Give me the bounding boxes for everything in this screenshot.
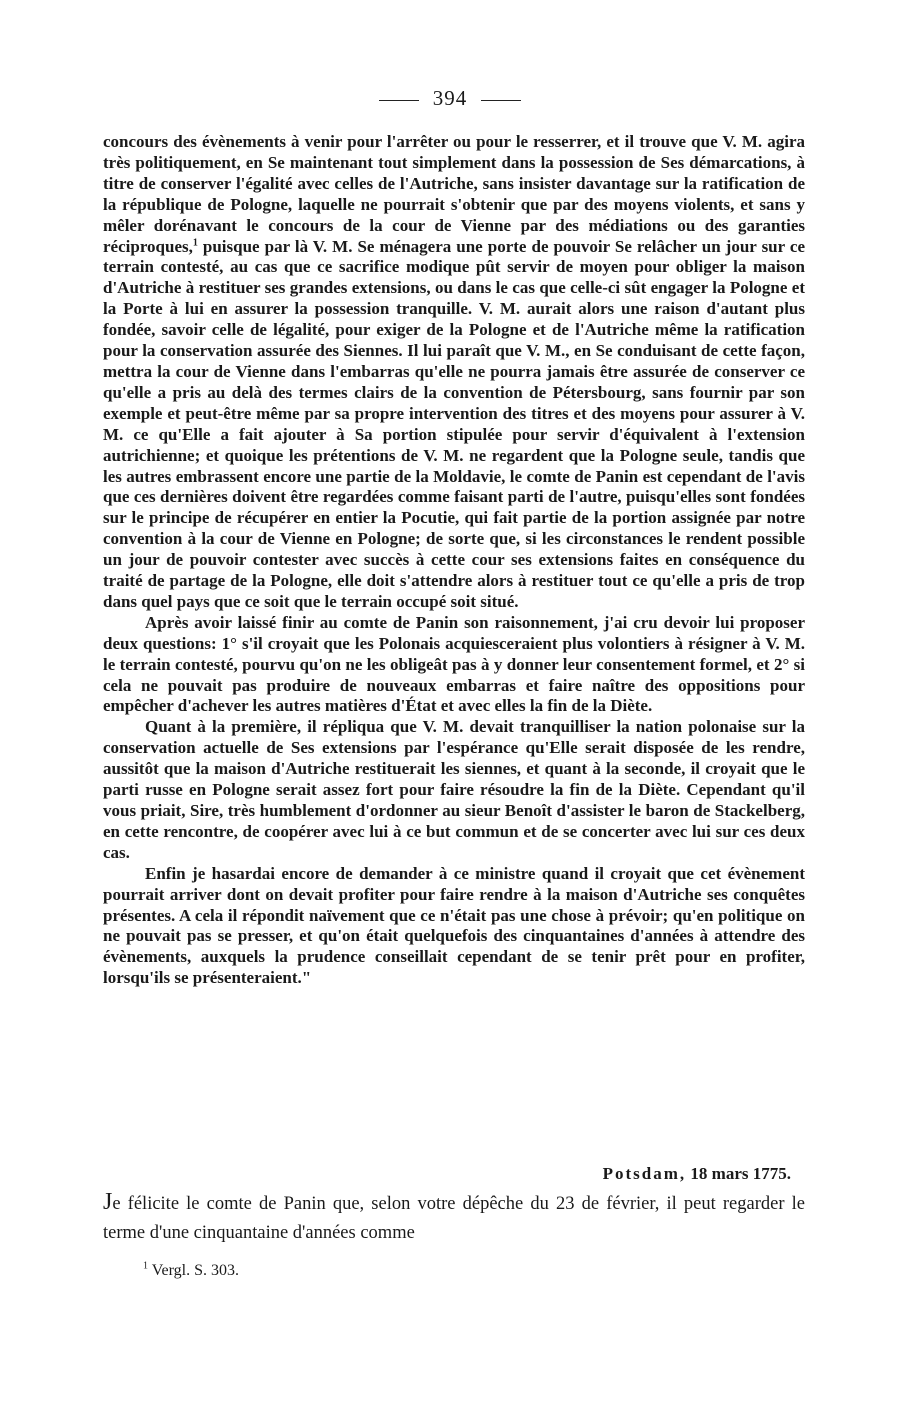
paragraph-3: Quant à la première, il répliqua que V. M. devait tranquilliser la nation polonaise sur la conservation actuelle de Ses extensions par l'espérance qu'Elle serait disposée de les rendre, aussitôt que la maison d'Autriche restituerait les siennes, et quant à la seconde, il croyait que le parti russe en Pologne serait assez fort pour faire résoudre la fin de la Diète. Cependant qu'il vous priait, Sire, très humblement d'ordonner au sieur Benoît d'assister le baron de Stackelberg, en cette rencontre, de coopérer avec lui à ce but commun et de se concerter avec lui sur ces deux cas.	[103, 717, 805, 862]
letter-opening	[103, 1188, 805, 1248]
paragraph-4: Enfin je hasardai encore de demander à ce ministre quand il croyait que cet évènement pourrait arriver dont on devait profiter pour faire rendre à la maison d'Autriche ses conquêtes présentes. A cela il répondit naïvement que ce n'était pas une chose à prévoir; qu'en politique on ne pouvait pas se presser, et qu'on était quelquefois des cinquantaines d'années à attendre des évènements, auxquels la prudence conseillait cependant de se tenir prêt pour en profiter, lorsqu'ils se présenteraient."	[103, 863, 805, 988]
letter-text: e félicite le comte de Panin que, selon votre dépêche du 23 de février, il peut regarder le terme d'une cinquantaine d'années comme	[103, 1194, 805, 1243]
letter-initial: J	[103, 1189, 113, 1215]
report-body	[103, 132, 805, 989]
page-number	[0, 86, 900, 111]
dateline-place: Potsdam,	[602, 1164, 687, 1183]
paragraph-2-part-b: s'il croyait que les Polonais acquiesceraient plus volontiers à résigner à V. M. le terrain contesté, pourvu qu'on ne les obligeât pas à y donner leur consentement formel, et	[103, 633, 806, 674]
left-rule	[379, 100, 419, 101]
footnote-ref: 1	[192, 236, 198, 248]
footnote	[143, 1262, 239, 1280]
paragraph-1	[103, 132, 805, 613]
paragraph-1-part-b: puisque par là V. M. Se ménagera une porte de pouvoir Se relâcher un jour sur ce terrain contesté, au cas que ce sacrifice modique pût servir de moyen pour obliger la maison d'Autriche à restituer ses grandes extensions, ou dans le cas que celle-ci sût engager la Pologne et la Porte à lui en assurer la possession tranquille. V. M. aurait alors une raison d'autant plus fondée, savoir celle de légalité, pour exiger de la Pologne et de l'Autriche même la ratification pour la conservation assurée des Siennes. Il lui paraît que V. M., en Se conduisant de cette façon, mettra la cour de Vienne dans l'embarras qu'elle ne pourra jamais être assurée de conserver ce qu'elle a pris au delà des termes clairs de la convention de Pétersbourg, sans fournir par son exemple et peut-être même par sa propre intervention des titres et des moyens pour assurer à V. M. ce qu'Elle a fait ajouter à Sa portion stipulée pour servir d'équivalent à l'extension autrichienne; et quoique les prétentions de V. M. ne regardent que la Pologne seule, tandis que les autres embrassent encore une partie de la Moldavie, le comte de Panin est cependant de l'avis que ces dernières doivent être regardées comme faisant parti de l'autre, puisqu'elles sont fondées sur le principe de récupérer en entier la Pocutie, qui fait partie de la portion assignée par notre convention à la cour de Vienne en Pologne; de sorte que, si les circonstances le rendent possible un jour de pouvoir contester avec succès à cette cour ses extensions faites en conséquence du traité de partage de la Pologne, elle doit s'attendre alors à restituer tout ce qu'elle a pris de trop dans quel pays que ce soit que le terrain occupé soit situé.	[103, 236, 805, 611]
question-2-marker: 2°	[773, 654, 790, 674]
page-number-text: 394	[432, 86, 468, 110]
paragraph-2-part-c: si cela ne pouvait pas produire de nouveaux embarras et faire naître des oppositions pour empêcher d'achever les autres matières d'État et avec elles la fin de la Diète.	[103, 654, 806, 716]
dateline-date: 18 mars 1775.	[690, 1164, 791, 1183]
paragraph-1-part-a: concours des évènements à venir pour l'arrêter ou pour le resserrer, et il trouve que V. M. agira très politiquement, en Se maintenant tout simplement dans la possession de Ses démarcations, à titre de conserver l'égalité avec celles de l'Autriche, sans insister davantage sur la ratification de la république de Pologne, laquelle ne pourrait s'obtenir que par des moyens violents, et sans y mêler dorénavant le concours de la cour de Vienne par des médiations ou des garanties réciproques,	[103, 132, 805, 256]
paragraph-2-part-a: Après avoir laissé finir au comte de Panin son raisonnement, j'ai cru devoir lui proposer deux questions:	[103, 612, 805, 653]
paragraph-2	[103, 613, 805, 718]
footnote-mark: 1	[143, 1260, 148, 1272]
footnote-text: Vergl. S. 303.	[151, 1262, 239, 1279]
dateline	[0, 1164, 791, 1184]
question-1-marker: 1°	[221, 633, 237, 653]
right-rule	[481, 100, 521, 101]
